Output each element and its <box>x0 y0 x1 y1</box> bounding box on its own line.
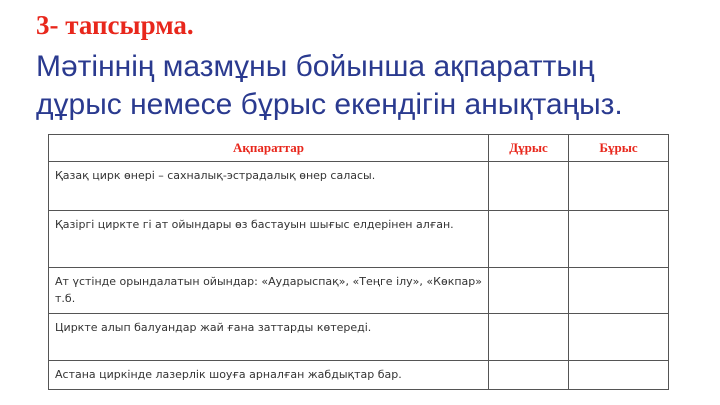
true-answer-cell[interactable] <box>489 314 569 361</box>
table-row <box>49 361 669 390</box>
false-answer-cell[interactable] <box>569 361 669 390</box>
header-false: Бұрыс <box>569 135 669 162</box>
statement-cell: Циркте алып балуандар жай ғана заттарды көтереді. <box>49 314 489 361</box>
header-info: Ақпараттар <box>49 135 489 162</box>
statement-cell: Қазіргі циркте гі ат ойындары өз бастауын шығыс елдерінен алған. <box>49 211 489 268</box>
task-instruction <box>36 48 696 124</box>
table-row <box>49 314 669 361</box>
true-answer-cell[interactable] <box>489 211 569 268</box>
instruction-line-2: дұрыс немесе бұрыс екендігін анықтаңыз. <box>36 88 623 121</box>
table-row <box>49 162 669 211</box>
statement-cell: Қазақ цирк өнері – сахналық-эстрадалық өнер саласы. <box>49 162 489 211</box>
false-answer-cell[interactable] <box>569 162 669 211</box>
table-row <box>49 211 669 268</box>
false-answer-cell[interactable] <box>569 268 669 314</box>
table-header-row <box>49 135 669 162</box>
false-answer-cell[interactable] <box>569 314 669 361</box>
task-title: 3- тапсырма. <box>36 10 194 40</box>
true-answer-cell[interactable] <box>489 162 569 211</box>
table-row <box>49 268 669 314</box>
true-answer-cell[interactable] <box>489 361 569 390</box>
statement-cell: Астана циркінде лазерлік шоуға арналған жабдықтар бар. <box>49 361 489 390</box>
true-false-table <box>48 134 669 390</box>
instruction-line-1: Мәтіннің мазмұны бойынша ақпараттың <box>36 50 595 83</box>
header-true: Дұрыс <box>489 135 569 162</box>
statement-cell: Ат үстінде орындалатын ойындар: «Аударыспақ», «Теңге ілу», «Көкпар» т.б. <box>49 268 489 314</box>
true-answer-cell[interactable] <box>489 268 569 314</box>
false-answer-cell[interactable] <box>569 211 669 268</box>
